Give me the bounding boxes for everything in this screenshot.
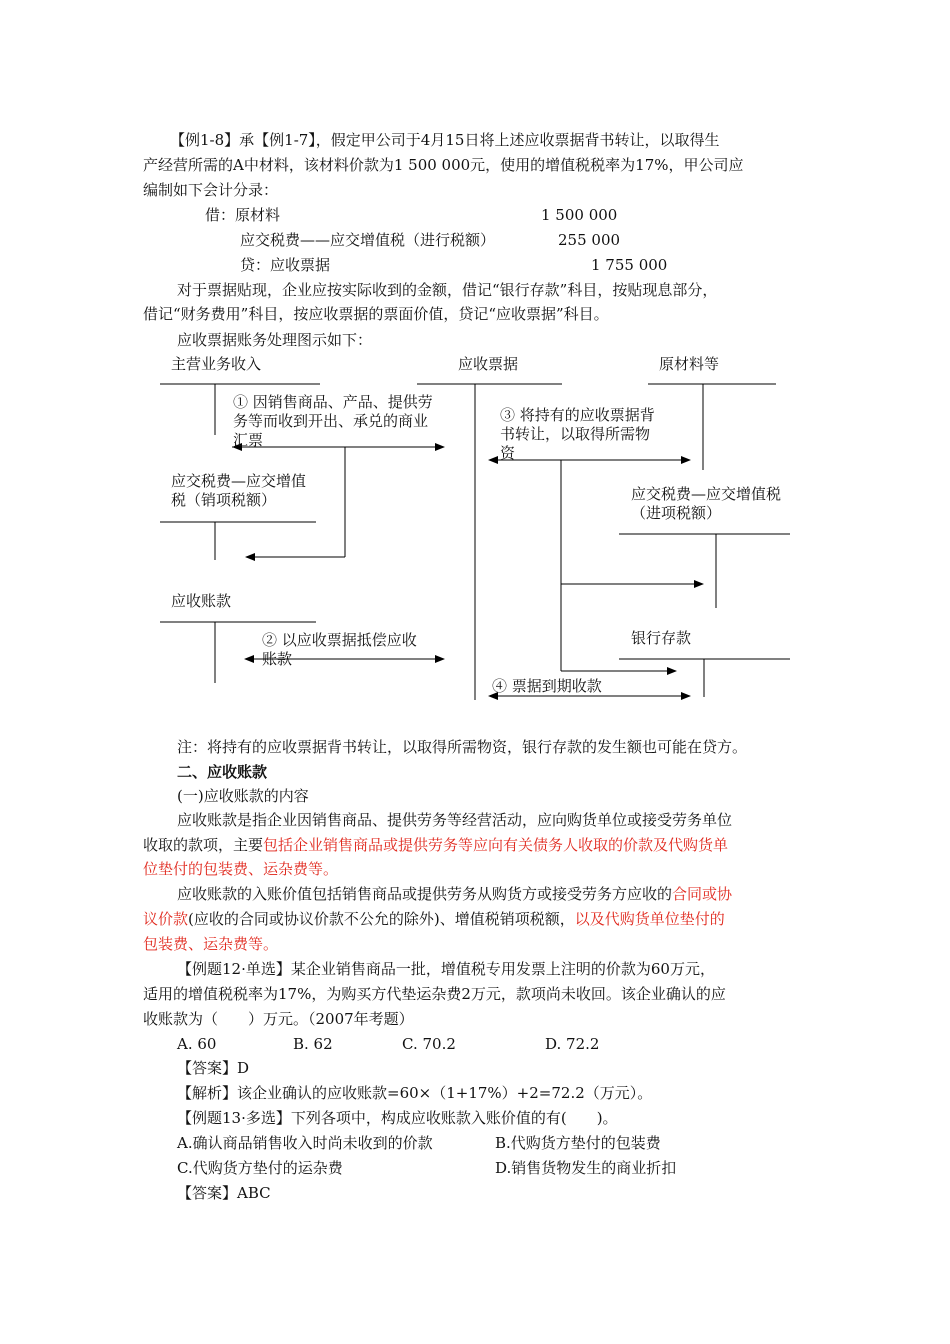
account-input-vat-label1: 应交税费—应交增值税 <box>631 485 782 503</box>
question12-option-b: B. 62 <box>293 1035 333 1053</box>
receivable-definition-line2 <box>143 835 728 855</box>
account-materials-label: 原材料等 <box>659 355 720 373</box>
flow2-note-line1: ② 以应收票据抵偿应收 <box>262 631 417 649</box>
receivable-definition-line3: 位垫付的包装费、运杂费等。 <box>143 860 339 878</box>
flow1-note-line1: ① 因销售商品、产品、提供劳 <box>233 393 433 411</box>
question12-option-d: D. 72.2 <box>545 1035 600 1053</box>
definition-text: 收取的款项，主要 <box>143 836 264 854</box>
value-text-2: (应收的合同或协议价款不公允的除外)、增值税销项税额， <box>188 910 575 928</box>
flow3-note-line3: 资 <box>500 444 516 462</box>
example-1-8-line2: 产经营所需的A中材料，该材料价款为1 500 000元，使用的增值税税率为17%，甲公司应 <box>143 156 744 174</box>
flow1-note-line2: 务等而收到开出、承兑的商业 <box>233 412 429 430</box>
receivable-value-line2 <box>143 909 725 929</box>
account-bank-label: 银行存款 <box>631 629 692 647</box>
account-notes-label: 应收票据 <box>458 355 519 373</box>
question12-line3: 收账款为（ ）万元。（2007年考题） <box>143 1010 414 1028</box>
flow3-arrowhead-left <box>488 456 498 464</box>
flow3-note-line1: ③ 将持有的应收票据背 <box>500 406 655 424</box>
diagram-notice: 注：将持有的应收票据背书转让，以取得所需物资，银行存款的发生额也可能在贷方。 <box>177 738 748 756</box>
question13-option-b: B.代购货方垫付的包装费 <box>495 1134 661 1152</box>
diagram-intro: 应收票据账务处理图示如下： <box>177 331 373 349</box>
question12-option-c: C. 70.2 <box>402 1035 456 1053</box>
discount-line1: 对于票据贴现，企业应按实际收到的金额，借记“银行存款”科目，按贴现息部分， <box>177 281 718 299</box>
value-highlight: 合同或协 <box>672 885 733 903</box>
question13-option-d: D.销售货物发生的商业折扣 <box>495 1159 677 1177</box>
discount-line2: 借记“财务费用”科目，按应收票据的票面价值，贷记“应收票据”科目。 <box>143 305 609 323</box>
receivable-value-line1 <box>177 884 732 904</box>
flow4-note: ④ 票据到期收款 <box>492 677 602 695</box>
account-receivable-label: 应收账款 <box>171 592 232 610</box>
value-highlight-2: 议价款 <box>143 910 189 928</box>
receivable-definition-line1: 应收账款是指企业因销售商品、提供劳务等经营活动，应向购货单位或接受劳务单位 <box>177 811 733 829</box>
section-heading: 二、应收账款 <box>177 763 268 781</box>
definition-highlight: 包括企业销售商品或提供劳务等应向有关债务人收取的价款及代购货单 <box>263 836 729 854</box>
receivable-value-line3: 包装费、运杂费等。 <box>143 935 279 953</box>
question12-answer: 【答案】D <box>177 1059 250 1077</box>
entry-debit2-label: 应交税费——应交增值税（进行税额） <box>240 231 496 249</box>
flow2-arrowhead-left <box>244 655 254 663</box>
flow2-note-line2: 账款 <box>262 650 293 668</box>
account-revenue-label: 主营业务收入 <box>171 355 262 373</box>
flow1-note-line3: 汇票 <box>233 431 264 449</box>
question12-analysis: 【解析】该企业确认的应收账款=60×（1+17%）+2=72.2（万元）。 <box>177 1084 653 1102</box>
example-1-8-line3: 编制如下会计分录： <box>143 181 279 199</box>
question12-line1: 【例题12·单选】某企业销售商品一批，增值税专用发票上注明的价款为60万元， <box>177 960 715 978</box>
question13-answer: 【答案】ABC <box>177 1184 271 1202</box>
entry-credit-label: 贷：应收票据 <box>240 256 331 274</box>
flow3-note-line2: 书转让，以取得所需物 <box>500 425 651 443</box>
subsection-heading: (一)应收账款的内容 <box>177 787 309 805</box>
question12-option-a: A. 60 <box>177 1035 217 1053</box>
value-highlight-3: 以及代购货单位垫付的 <box>574 910 725 928</box>
entry-debit1-amount: 1 500 000 <box>541 206 618 224</box>
account-output-vat-label2: 税（销项税额） <box>171 491 277 509</box>
question13-option-a: A.确认商品销售收入时尚未收到的价款 <box>177 1134 433 1152</box>
account-output-vat-label1: 应交税费—应交增值 <box>171 472 307 490</box>
example-1-8-line1: 【例1-8】承【例1-7】，假定甲公司于4月15日将上述应收票据背书转让，以取得生 <box>170 131 720 149</box>
question13-option-c: C.代购货方垫付的运杂费 <box>177 1159 343 1177</box>
account-input-vat-label2: （进项税额） <box>631 504 722 522</box>
entry-debit1-label: 借：原材料 <box>205 206 281 224</box>
question13-line1: 【例题13·多选】下列各项中，构成应收账款入账价值的有( )。 <box>177 1109 618 1127</box>
entry-debit2-amount: 255 000 <box>558 231 621 249</box>
question12-line2: 适用的增值税税率为17%，为购买方代垫运杂费2万元，款项尚未收回。该企业确认的应 <box>143 985 726 1003</box>
value-text: 应收账款的入账价值包括销售商品或提供劳务从购货方或接受劳务方应收的 <box>177 885 673 903</box>
entry-credit-amount: 1 755 000 <box>591 256 668 274</box>
